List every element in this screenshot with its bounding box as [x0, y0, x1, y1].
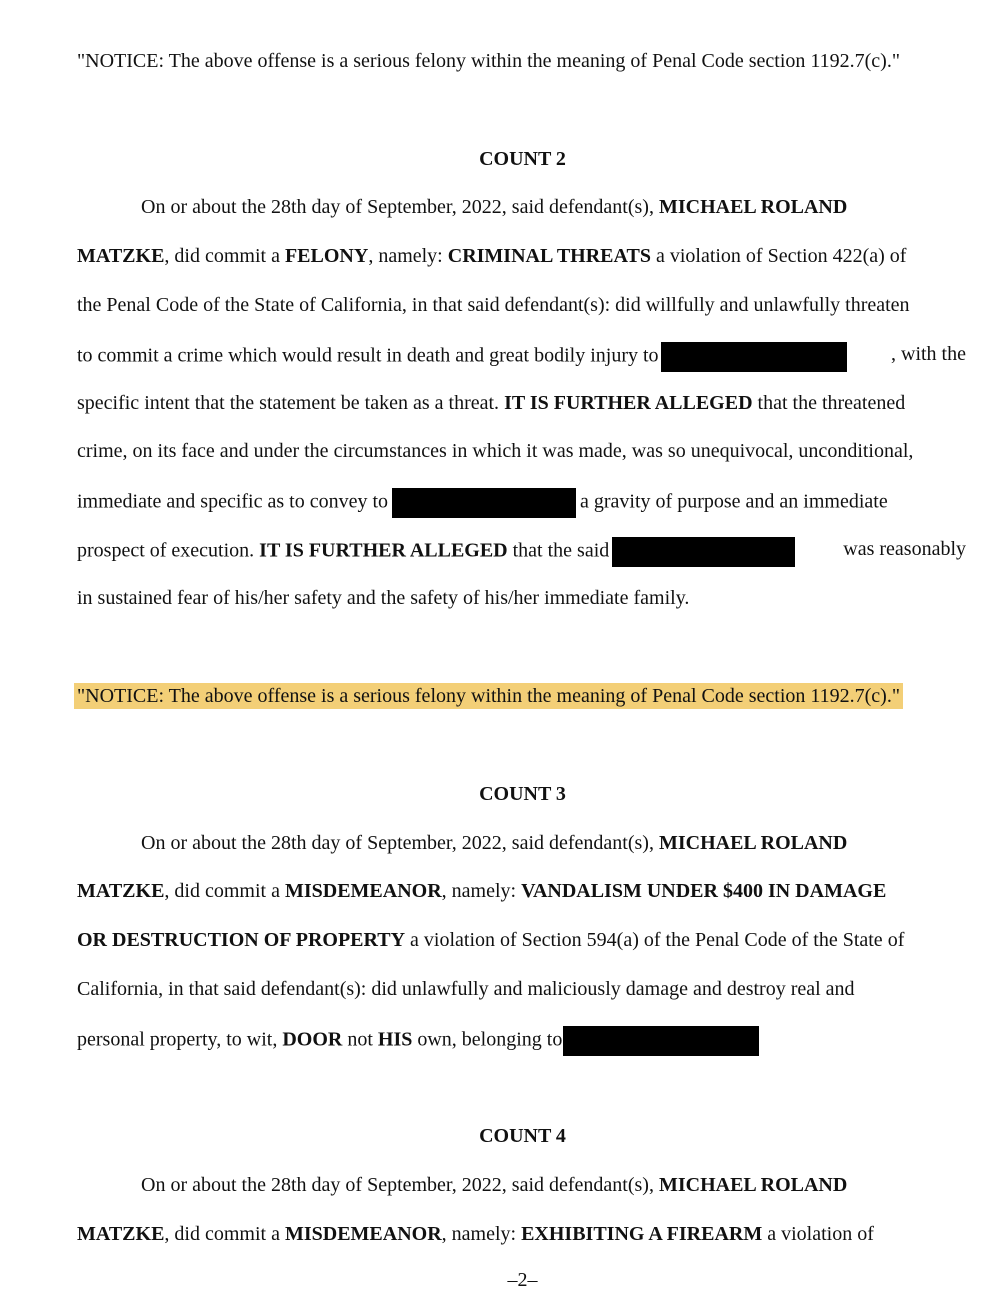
notice-paragraph-highlighted: "NOTICE: The above offense is a serious felony within the meaning of Penal Code section 1192.7(c)." — [77, 684, 903, 708]
count-2-line-4: to commit a crime which would result in death and great bodily injury to , with the — [77, 342, 966, 372]
count-4-line-2: MATZKE, did commit a MISDEMEANOR, namely: EXHIBITING A FIREARM a violation of — [77, 1223, 874, 1245]
count-2-line-9: in sustained fear of his/her safety and the safety of his/her immediate family. — [77, 587, 690, 609]
count-4-line-1: On or about the 28th day of September, 2022, said defendant(s), MICHAEL ROLAND — [141, 1174, 848, 1196]
count-2-line-7: immediate and specific as to convey to a gravity of purpose and an immediate — [77, 488, 888, 518]
count-3-line-2: MATZKE, did commit a MISDEMEANOR, namely: VANDALISM UNDER $400 IN DAMAGE — [77, 880, 887, 902]
count-2-heading: COUNT 2 — [479, 148, 566, 170]
notice-paragraph: "NOTICE: The above offense is a serious felony within the meaning of Penal Code section 1192.7(c)." — [77, 50, 900, 72]
redaction-box — [661, 342, 847, 372]
count-3-heading: COUNT 3 — [479, 783, 566, 805]
redaction-box — [392, 488, 576, 518]
count-4-heading: COUNT 4 — [479, 1125, 566, 1147]
redaction-box — [612, 537, 795, 567]
redaction-box — [563, 1026, 759, 1056]
count-3-line-5: personal property, to wit, DOOR not HIS own, belonging to — [77, 1026, 759, 1056]
page-number: –2– — [507, 1269, 538, 1291]
count-2-line-2: MATZKE, did commit a FELONY, namely: CRIMINAL THREATS a violation of Section 422(a) of — [77, 245, 907, 267]
count-3-line-1: On or about the 28th day of September, 2022, said defendant(s), MICHAEL ROLAND — [141, 832, 848, 854]
count-3-line-4: California, in that said defendant(s): did unlawfully and maliciously damage and destroy real and — [77, 978, 855, 1000]
count-3-line-3: OR DESTRUCTION OF PROPERTY a violation of Section 594(a) of the Penal Code of the State of — [77, 929, 905, 951]
count-2-line-6: crime, on its face and under the circumstances in which it was made, was so unequivocal, unconditional, — [77, 440, 914, 462]
count-2-line-1: On or about the 28th day of September, 2022, said defendant(s), MICHAEL ROLAND — [141, 196, 848, 218]
count-2-line-3: the Penal Code of the State of California, in that said defendant(s): did willfully and unlawfully threaten — [77, 294, 910, 316]
count-2-line-5: specific intent that the statement be taken as a threat. IT IS FURTHER ALLEGED that the threatened — [77, 392, 906, 414]
count-2-line-8: prospect of execution. IT IS FURTHER ALLEGED that the said was reasonably — [77, 537, 966, 567]
